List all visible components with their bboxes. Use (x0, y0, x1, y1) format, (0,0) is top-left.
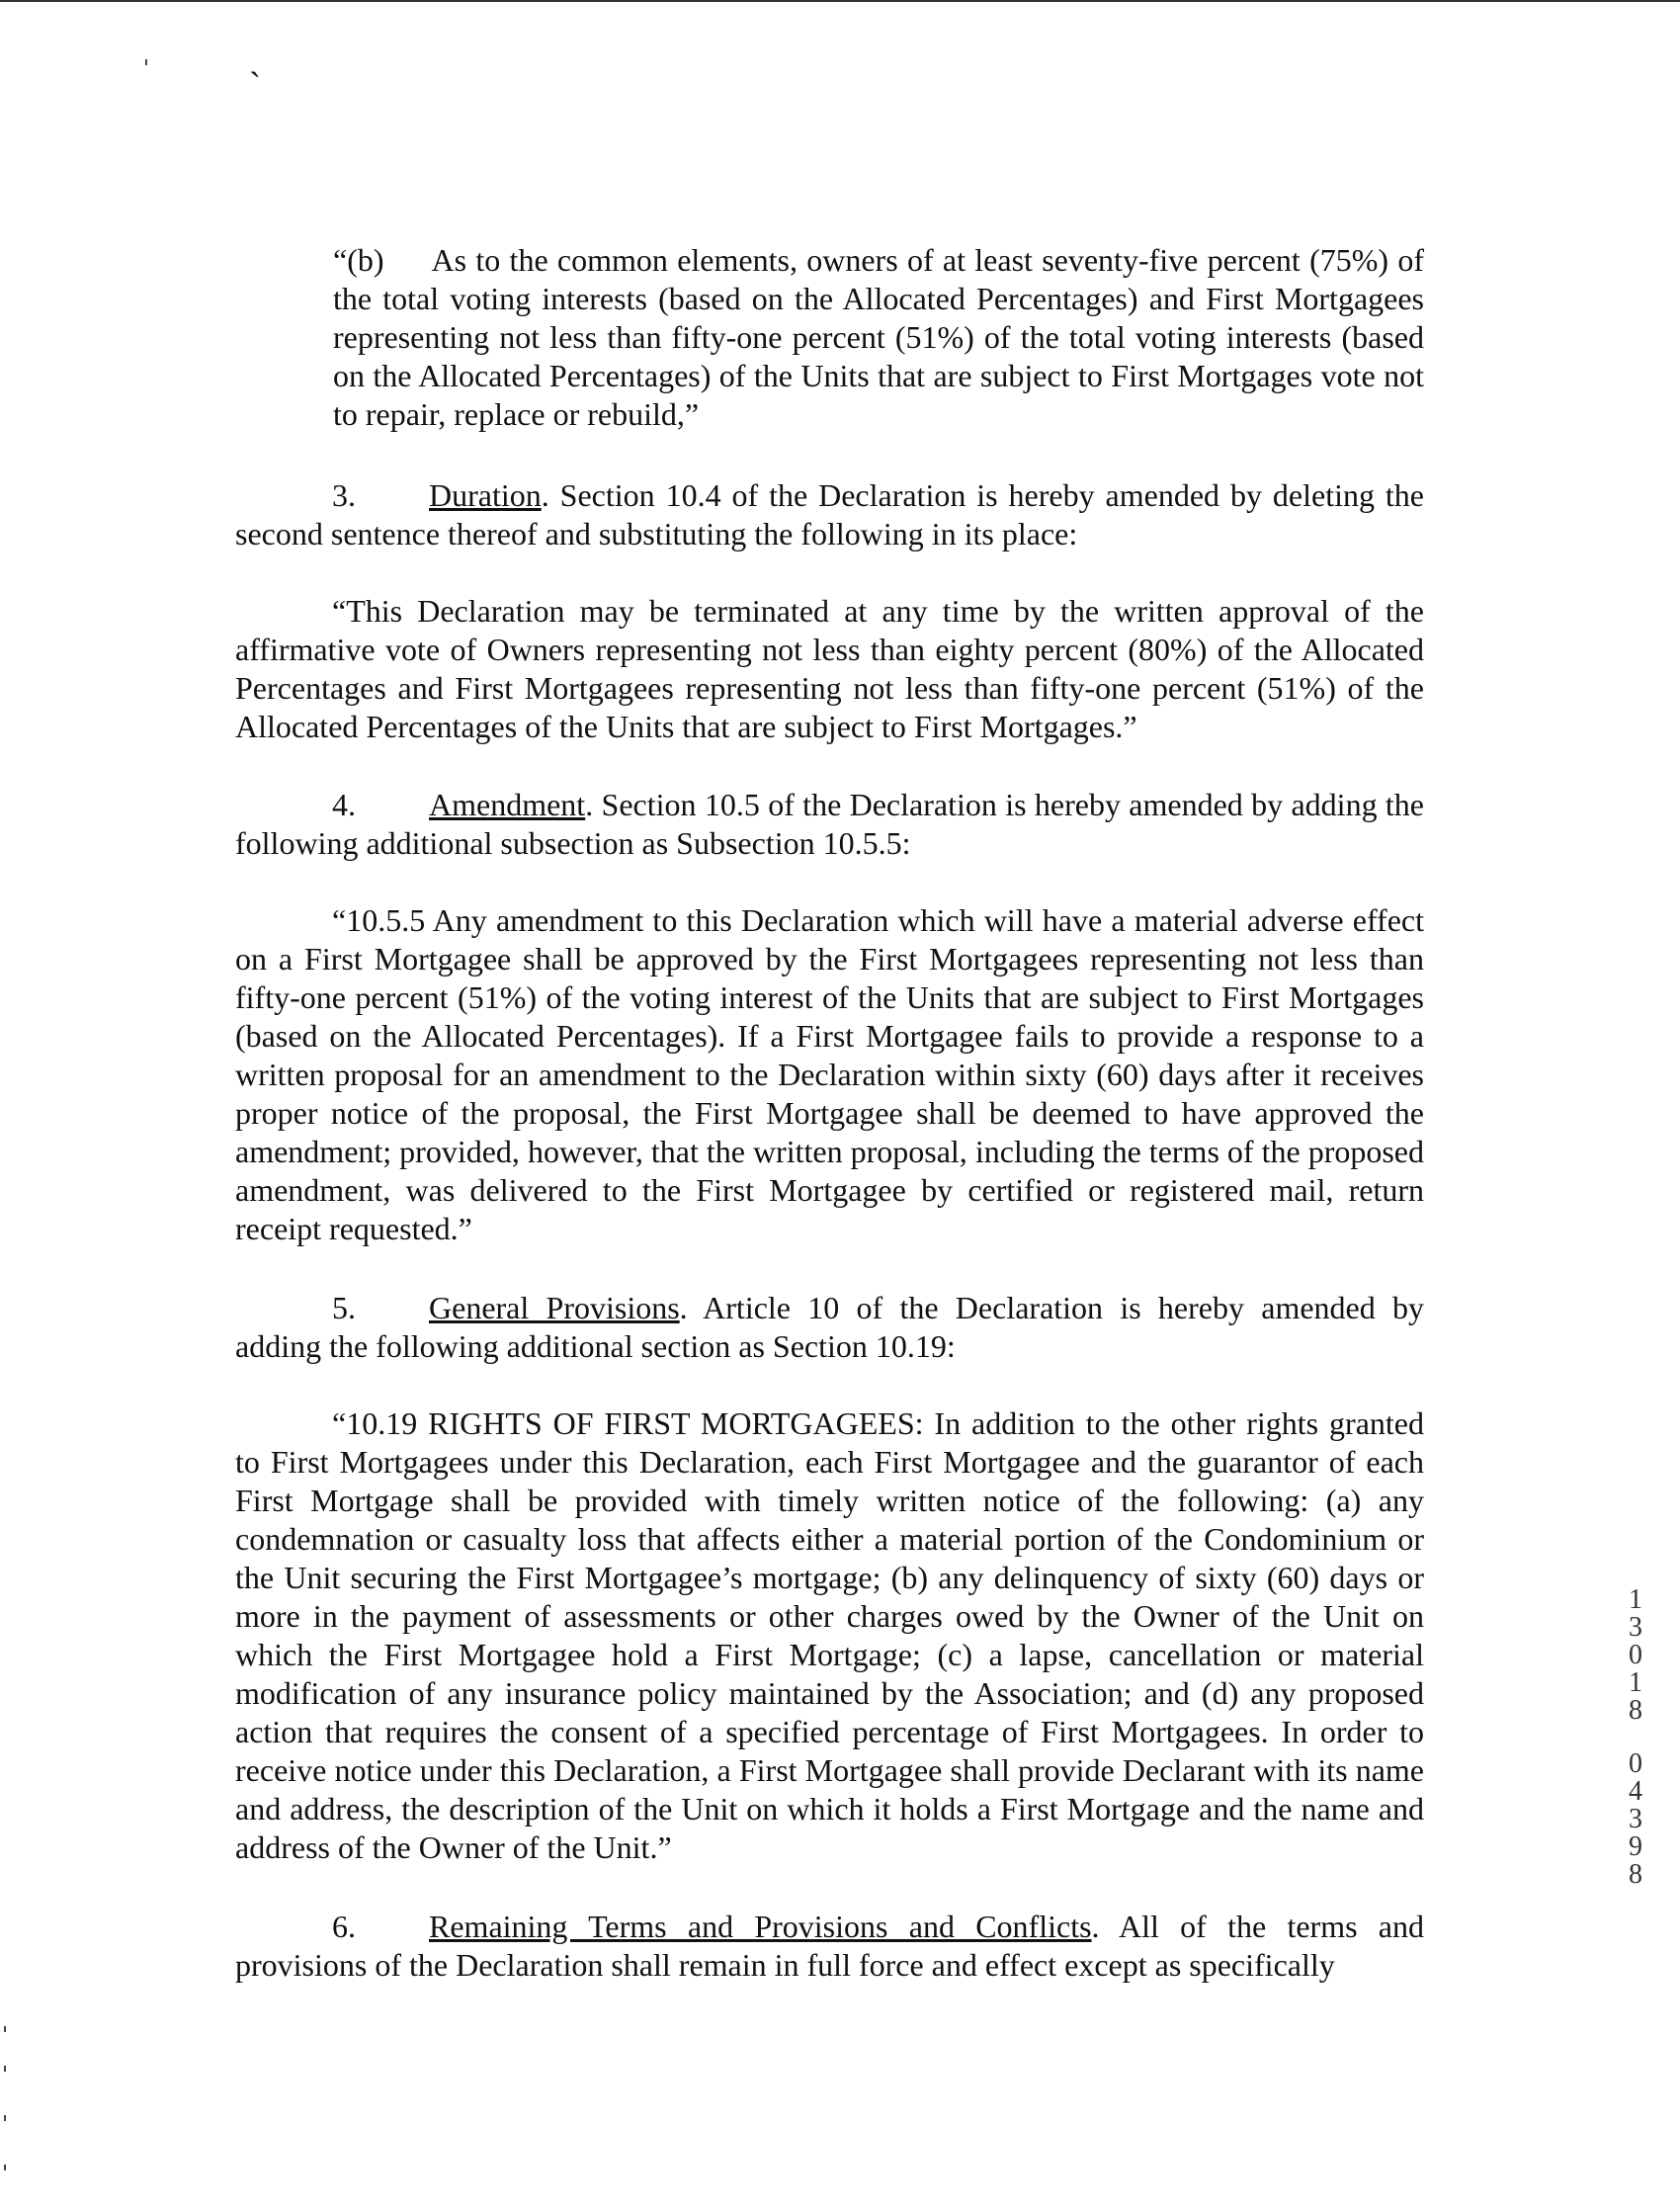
scan-speck (4, 2115, 6, 2121)
section-5-heading: General Provisions (429, 1290, 680, 1325)
stamp-digit: 4 (1629, 1776, 1642, 1807)
stamp-digit: 9 (1629, 1831, 1642, 1862)
stamp-digit: 0 (1629, 1640, 1642, 1670)
stamp-gap (1616, 1725, 1655, 1750)
scan-speck (145, 59, 147, 65)
section-6-heading: Remaining Terms and Provisions and Conflicts (429, 1909, 1092, 1944)
section-3-heading: Duration (429, 477, 542, 513)
section-4-paragraph: 4. Amendment. Section 10.5 of the Declaration is hereby amended by adding the following additional subsection as Subsection 10.5.5: (235, 787, 1424, 861)
stamp-digit: 3 (1629, 1804, 1642, 1834)
stamp-digit: 3 (1629, 1612, 1642, 1643)
section-5-paragraph: 5. General Provisions. Article 10 of the Declaration is hereby amended by adding the following additional section as Section 10.19: (235, 1290, 1425, 1364)
scan-speck (4, 2066, 6, 2072)
stamp-digit: 0 (1629, 1748, 1642, 1779)
stamp-digit: 8 (1629, 1695, 1642, 1726)
section-4-heading: Amendment (429, 787, 586, 822)
scan-speck (4, 2165, 6, 2170)
section-6-paragraph: 6. Remaining Terms and Provisions and Conflicts. All of the terms and provisions of the Declaration shall remain in full force and effect except as specifically (235, 1909, 1425, 1983)
subsection-b-paragraph: “(b) As to the common elements, owners of at least seventy-five percent (75%) of the total voting interests (based on the Allocated Percentages) and First Mortgagees representing not less than fifty-one percent (51%) of the total voting interests (based on the Allocated Percentages) of the Units that are subject to First Mortgages vote not to repair, replace or rebuild,” (333, 242, 1424, 432)
section-5-quote: “10.19 RIGHTS OF FIRST MORTGAGEES: In addition to the other rights granted to First Mortgagees under this Declaration, each First Mortgagee and the guarantor of each First Mortgage shall be provided with timely written notice of the following: (a) any condemnation or casualty loss that affects either a material portion of the Condominium or the Unit securing the First Mortgagee’s mortgage; (b) any delinquency of sixty (60) days or more in the payment of assessments or other charges owed by the Owner of the Unit on which the First Mortgagee hold a First Mortgage; (c) a lapse, cancellation or material modification of any insurance policy maintained by the Association; and (d) any proposed action that requires the consent of a specified percentage of First Mortgagees. In order to receive notice under this Declaration, a First Mortgagee shall provide Declarant with its name and address, the description of the Unit on which it holds a First Mortgage and the name and address of the Owner of the Unit.” (235, 1405, 1424, 1865)
recording-stamp (1616, 1586, 1655, 1889)
stamp-digit: 1 (1629, 1584, 1642, 1615)
corner-mark: ˎ (249, 38, 261, 77)
stamp-digit: 1 (1629, 1667, 1642, 1698)
section-3-paragraph: 3. Duration. Section 10.4 of the Declaration is hereby amended by deleting the second sentence thereof and substituting the following in its place: (235, 477, 1424, 552)
stamp-digit: 8 (1629, 1859, 1642, 1890)
top-scan-border (0, 0, 1680, 2)
section-4-quote: “10.5.5 Any amendment to this Declaration which will have a material adverse effect on a First Mortgagee shall be approved by the First Mortgagees representing not less than fifty-one percent (51%) of the voting interest of the Units that are subject to First Mortgages (based on the Allocated Percentages). If a First Mortgagee fails to provide a response to a written proposal for an amendment to the Declaration within sixty (60) days after it receives proper notice of the proposal, the First Mortgagee shall be deemed to have approved the amendment; provided, however, that the written proposal, including the terms of the proposed amendment, was delivered to the First Mortgagee by certified or registered mail, return receipt requested.” (235, 902, 1424, 1246)
scan-speck (4, 2026, 6, 2032)
section-3-quote: “This Declaration may be terminated at any time by the written approval of the affirmative vote of Owners representing not less than eighty percent (80%) of the Allocated Percentages and First Mortgagees representing not less than fifty-one percent (51%) of the Allocated Percentages of the Units that are subject to First Mortgages.” (235, 593, 1424, 744)
